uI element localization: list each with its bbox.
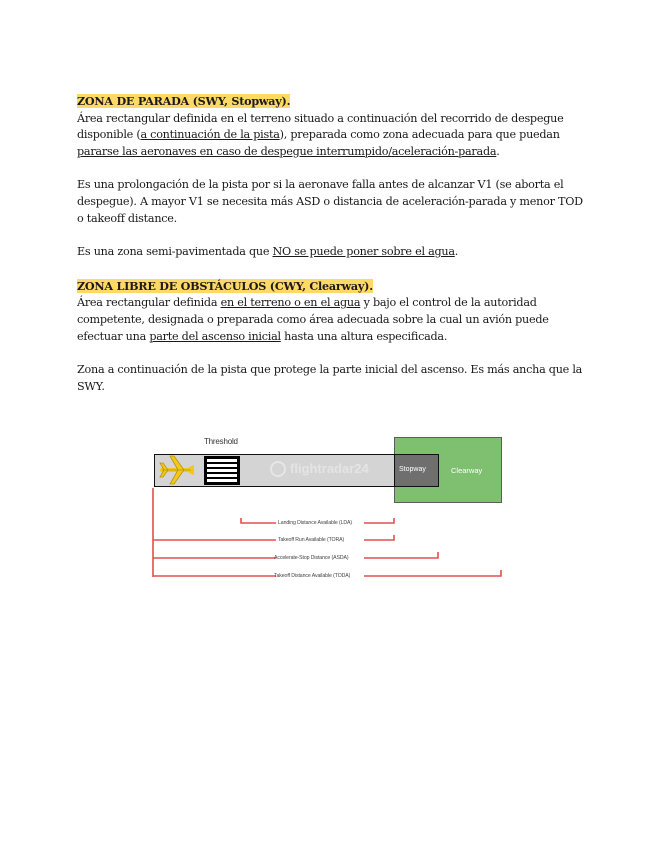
lda-label: Landing Distance Available (LDA)	[278, 520, 352, 526]
underlined-text: parte del ascenso inicial	[149, 329, 281, 343]
text-run: Es una zona semi-pavimentada que	[77, 245, 273, 259]
clearway-paragraph-2: Zona a continuación de la pista que protege la parte inicial del ascenso. Es más ancha que la SWY.	[77, 363, 583, 393]
text-run: .	[454, 245, 459, 259]
text-run: .	[496, 144, 500, 158]
text-run: y bajo el control de la autoridad competente, designada o preparada como área adecuada sobre la cual un avión puede efectuar una	[77, 296, 549, 343]
text-run: Área rectangular definida en el terreno situado a continuación del recorrido de despegue disponible (	[77, 111, 564, 142]
document-body	[77, 93, 587, 395]
text-run: ), preparada como zona adecuada para que puedan	[279, 128, 560, 142]
text-run: Área rectangular definida	[77, 296, 221, 310]
distance-lines	[150, 434, 506, 584]
clearway-section	[77, 278, 587, 396]
text-run: hasta una altura especificada.	[280, 329, 448, 343]
threshold-label: Threshold	[204, 437, 238, 446]
underlined-text: pararse las aeronaves en caso de despegue interrumpido/aceleración-parada	[77, 144, 497, 158]
toda-label: Takeoff Distance Available (TODA)	[274, 573, 351, 579]
runway-diagram	[150, 434, 506, 584]
underlined-text: a continuación de la pista	[140, 128, 280, 142]
stopway-label: Stopway	[399, 466, 426, 473]
tora-label: Takeoff Run Available (TORA)	[278, 537, 345, 543]
underlined-text: NO se puede poner sobre el agua	[272, 245, 455, 259]
underlined-text: en el terreno o en el agua	[220, 296, 361, 310]
clearway-paragraph-1	[77, 295, 587, 345]
asda-label: Accelerate-Stop Distance (ASDA)	[274, 555, 349, 561]
stopway-section	[77, 93, 587, 278]
stopway-heading: ZONA DE PARADA (SWY, Stopway).	[77, 94, 291, 108]
stopway-paragraph-2: Es una prolongación de la pista por si la aeronave falla antes de alcanzar V1 (se aborta el despegue). A mayor V1 se necesita más ASD o distancia de aceleración-parada y menor TOD o takeoff distance.	[77, 178, 583, 225]
watermark: flightradar24	[290, 461, 369, 476]
clearway-label: Clearway	[451, 466, 483, 475]
stopway-paragraph-1	[77, 111, 587, 161]
stopway-paragraph-3	[77, 244, 587, 261]
clearway-heading: ZONA LIBRE DE OBSTÁCULOS (CWY, Clearway).	[77, 278, 373, 293]
